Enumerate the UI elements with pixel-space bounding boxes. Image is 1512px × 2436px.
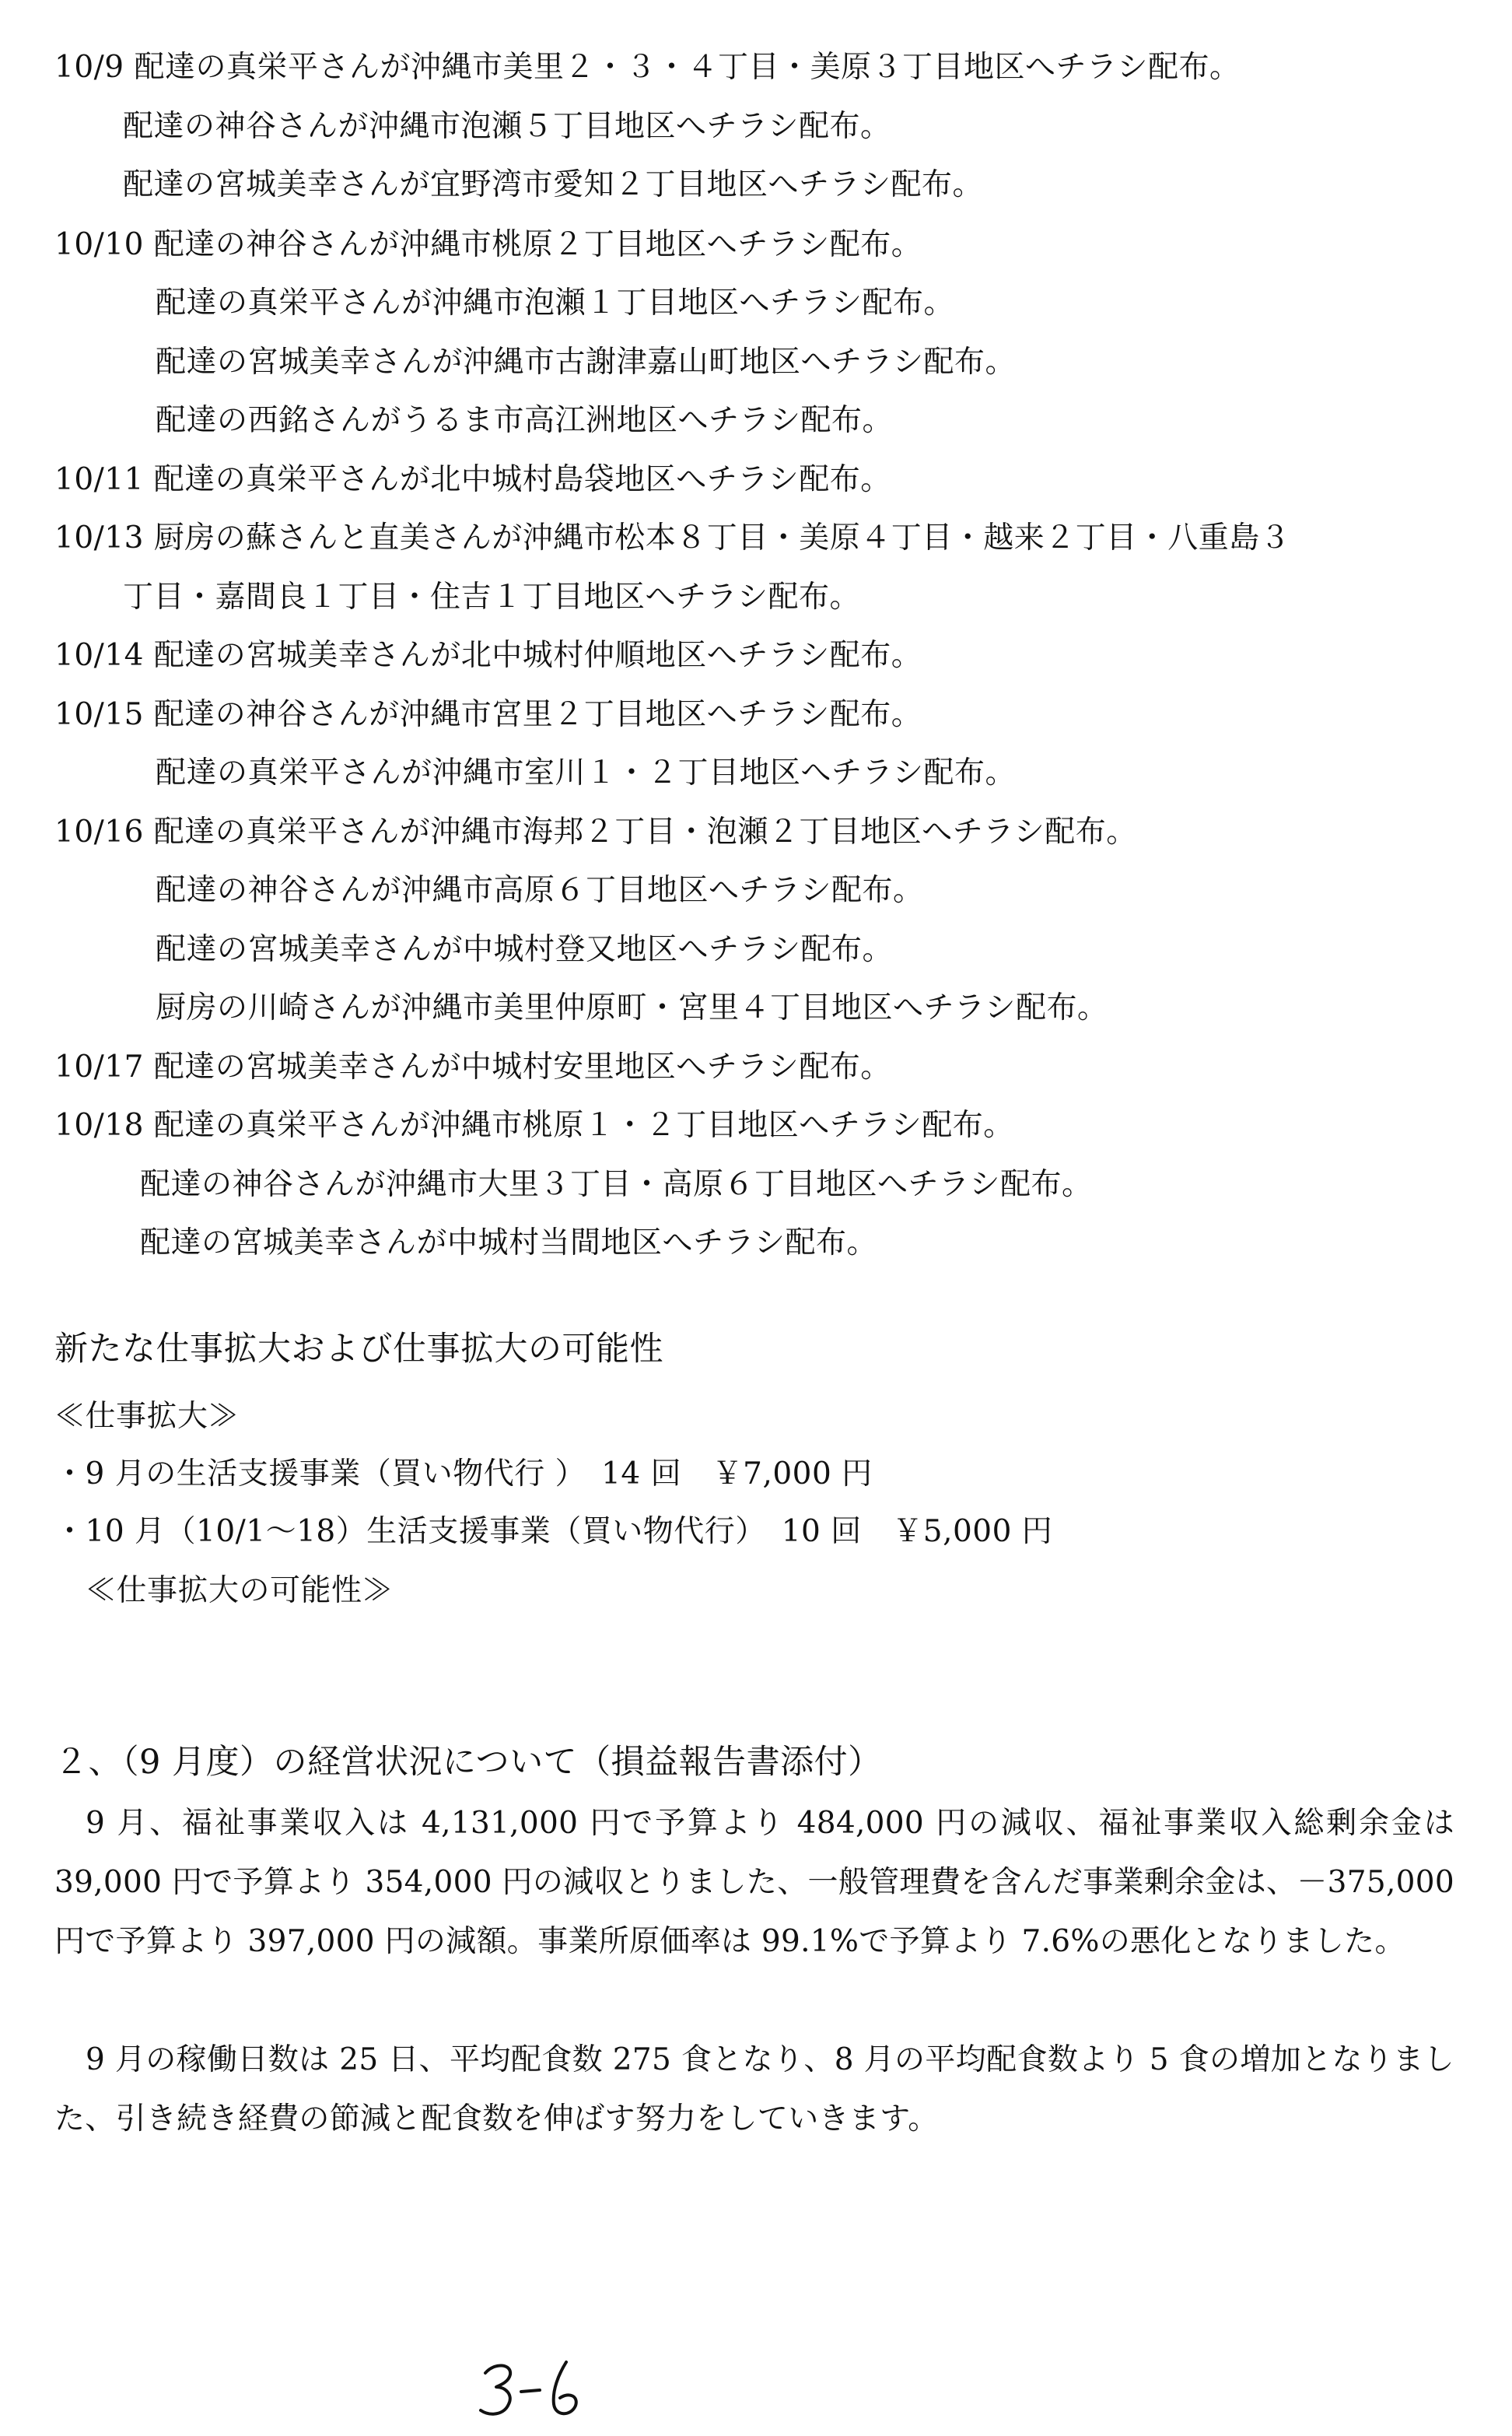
log-line-18: 10/17 配達の宮城美幸さんが中城村安里地区へチラシ配布。 [54, 1050, 891, 1085]
management-heading: ２、（9 月度）の経営状況について（損益報告書添付） [54, 1743, 882, 1782]
log-line-12: 10/15 配達の神谷さんが沖縄市宮里２丁目地区へチラシ配布。 [54, 697, 922, 732]
log-line-14: 10/16 配達の真栄平さんが沖縄市海邦２丁目・泡瀬２丁目地区へチラシ配布。 [54, 815, 1137, 850]
log-line-3: 配達の宮城美幸さんが宜野湾市愛知２丁目地区へチラシ配布。 [123, 167, 984, 202]
log-line-19: 10/18 配達の真栄平さんが沖縄市桃原１・２丁目地区へチラシ配布。 [54, 1108, 1014, 1143]
log-line-1: 10/9 配達の真栄平さんが沖縄市美里２・３・４丁目・美原３丁目地区へチラシ配布。 [54, 50, 1241, 85]
management-paragraph-2-text: 9 月の稼働日数は 25 日、平均配食数 275 食となり、8 月の平均配食数より 5 食の増加となりました、引き続き経費の節減と配食数を伸ばす努力をしていきます。 [54, 2042, 1454, 2136]
log-line-16: 配達の宮城美幸さんが中城村登又地区へチラシ配布。 [156, 932, 894, 967]
expansion-item-october: ・10 月（10/1～18）生活支援事業（買い物代行） 10 回 ￥5,000 円 [54, 1514, 1053, 1549]
log-line-8: 10/11 配達の真栄平さんが北中城村島袋地区へチラシ配布。 [54, 462, 891, 497]
possibility-subheading: ≪仕事拡大の可能性≫ [86, 1573, 394, 1608]
log-line-17: 厨房の川崎さんが沖縄市美里仲原町・宮里４丁目地区へチラシ配布。 [156, 990, 1108, 1025]
log-line-20: 配達の神谷さんが沖縄市大里３丁目・高原６丁目地区へチラシ配布。 [140, 1167, 1093, 1202]
management-paragraph-2 [54, 2031, 1454, 2149]
log-line-7: 配達の西銘さんがうるま市高江洲地区へチラシ配布。 [156, 403, 894, 438]
log-line-4: 10/10 配達の神谷さんが沖縄市桃原２丁目地区へチラシ配布。 [54, 227, 922, 262]
log-line-13: 配達の真栄平さんが沖縄市室川１・２丁目地区へチラシ配布。 [156, 755, 1017, 790]
handwritten-page-number [474, 2356, 599, 2426]
management-paragraph-1 [54, 1794, 1454, 1972]
log-line-5: 配達の真栄平さんが沖縄市泡瀬１丁目地区へチラシ配布。 [156, 286, 955, 321]
log-line-6: 配達の宮城美幸さんが沖縄市古謝津嘉山町地区へチラシ配布。 [156, 345, 1017, 380]
log-line-11: 10/14 配達の宮城美幸さんが北中城村仲順地区へチラシ配布。 [54, 638, 922, 673]
log-line-9: 10/13 厨房の蘇さんと直美さんが沖縄市松本８丁目・美原４丁目・越来２丁目・八重島３ [54, 520, 1291, 556]
log-line-15: 配達の神谷さんが沖縄市高原６丁目地区へチラシ配布。 [156, 873, 924, 908]
expansion-subheading: ≪仕事拡大≫ [54, 1399, 240, 1434]
log-line-10: 丁目・嘉間良１丁目・住吉１丁目地区へチラシ配布。 [123, 580, 861, 615]
expansion-heading: 新たな仕事拡大および仕事拡大の可能性 [54, 1330, 663, 1369]
log-line-2: 配達の神谷さんが沖縄市泡瀬５丁目地区へチラシ配布。 [123, 109, 891, 144]
log-line-21: 配達の宮城美幸さんが中城村当間地区へチラシ配布。 [140, 1225, 878, 1260]
page-number-handwriting-icon [474, 2356, 599, 2426]
management-paragraph-1-text: 9 月、福祉事業収入は 4,131,000 円で予算より 484,000 円の減収、福祉事業収入総剰余金は 39,000 円で予算より 354,000 円の減収とりました、一般管理費を含んだ事業剰余金は、－375,000 円で予算より 397,000 円の減額。事業所原価率は 99.1%で予算より 7.6%の悪化となりました。 [54, 1806, 1455, 1959]
expansion-item-september: ・9 月の生活支援事業（買い物代行 ） 14 回 ￥7,000 円 [54, 1456, 873, 1491]
